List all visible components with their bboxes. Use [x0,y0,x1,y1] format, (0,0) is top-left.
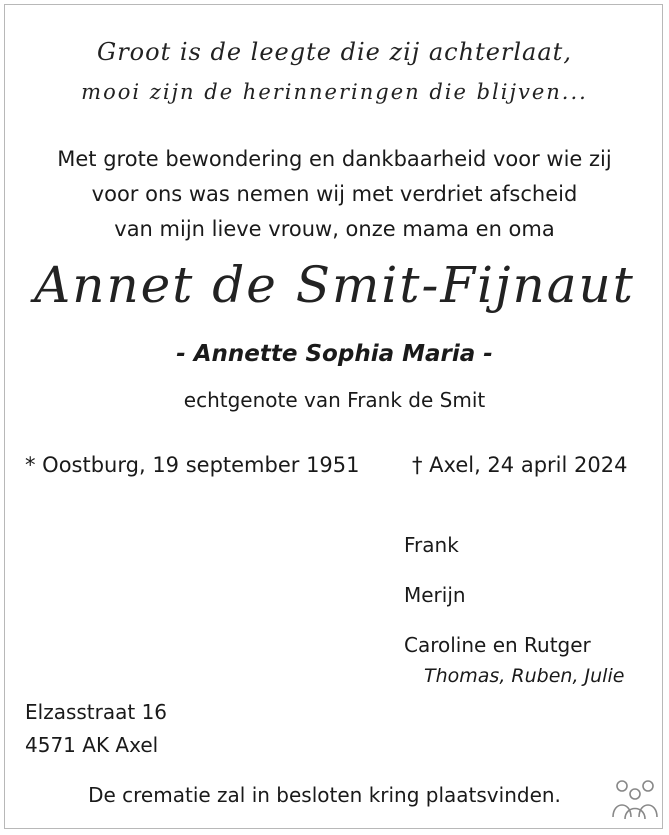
deceased-full-name: - Annette Sophia Maria - [176,341,493,367]
closing-label: De crematie zal in besloten kring plaatsvinden. [88,783,561,807]
intro-line-1: Met grote bewondering en dankbaarheid voor wie zij [57,147,612,171]
birth-info: * Oostburg, 19 september 1951 [25,453,360,477]
grandchildren: Thomas, Ruben, Julie [424,665,625,687]
family-member: Merijn [404,583,466,607]
spouse-line: echtgenote van Frank de Smit [183,388,486,412]
quote-line-2: mooi zijn de herinneringen die blijven... [81,80,588,104]
death-info: † Axel, 24 april 2024 [412,453,628,477]
intro-line-2: voor ons was nemen wij met verdriet afscheid [91,182,578,206]
family-member: Frank [404,533,459,557]
address-city: 4571 AK Axel [25,733,159,757]
intro-text [0,142,669,247]
address-street: Elzasstraat 16 [25,700,168,724]
deceased-name: Annet de Smit-Fijnaut [34,256,635,314]
people-group-icon [610,777,660,825]
family-member: Caroline en Rutger [404,633,591,657]
intro-line-3: van mijn lieve vrouw, onze mama en oma [114,217,555,241]
closing-text [0,783,669,807]
quote-line-1: Groot is de leegte die zij achterlaat, [97,38,572,66]
